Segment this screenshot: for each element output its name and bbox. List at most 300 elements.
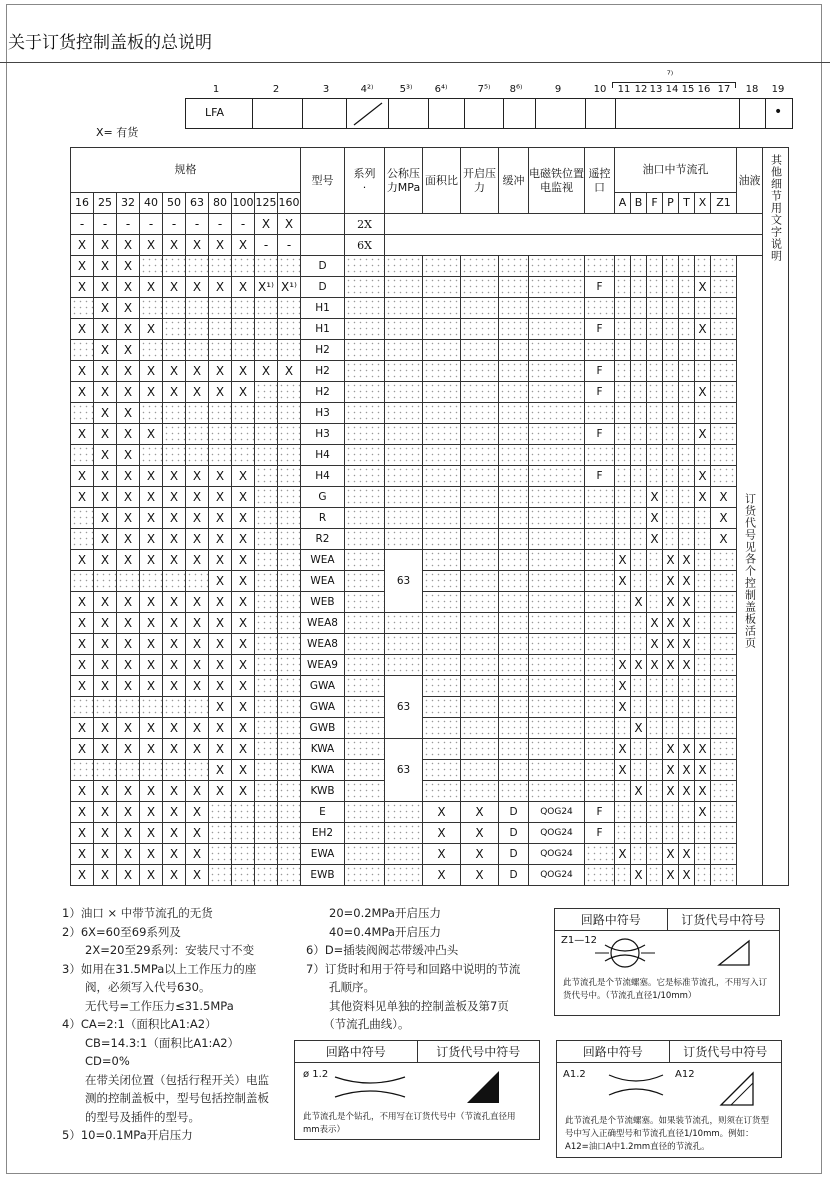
- area-ratio-cell: X: [423, 865, 461, 886]
- size-cell: [232, 298, 255, 319]
- size-cell: X: [117, 865, 140, 886]
- order-position-index: 7⁵⁾: [477, 84, 491, 95]
- cushion-cell: [499, 403, 529, 424]
- size-cell: X: [94, 781, 117, 802]
- cushion-cell: [499, 508, 529, 529]
- size-cell: X: [255, 214, 278, 235]
- throttle-cell: X: [679, 592, 695, 613]
- order-bracket: [612, 82, 736, 88]
- area-ratio-cell: X: [423, 802, 461, 823]
- size-cell: X: [232, 382, 255, 403]
- model-cell: WEA8: [301, 613, 345, 634]
- size-cell: [117, 697, 140, 718]
- size-cell: [255, 844, 278, 865]
- throttle-cell: X: [711, 508, 737, 529]
- throttle-cell: [647, 592, 663, 613]
- size-cell: X: [71, 613, 94, 634]
- throttle-cell: [679, 529, 695, 550]
- throttle-cell: X: [695, 277, 711, 298]
- throttle-cell: [679, 466, 695, 487]
- size-cell: X: [140, 550, 163, 571]
- pressure-cell: [385, 361, 423, 382]
- size-cell: X: [117, 256, 140, 277]
- size-cell: X: [117, 718, 140, 739]
- cushion-cell: [499, 655, 529, 676]
- throttle-cell: [695, 634, 711, 655]
- area-ratio-cell: [423, 739, 461, 760]
- throttle-cell: X: [663, 613, 679, 634]
- throttle-cell: [631, 319, 647, 340]
- solenoid-cell: [529, 781, 585, 802]
- throttle-cell: [631, 256, 647, 277]
- size-cell: X: [117, 844, 140, 865]
- size-cell: [232, 844, 255, 865]
- order-position-index: 18: [745, 84, 759, 95]
- throttle-cell: [679, 361, 695, 382]
- throttle-cell: X: [615, 550, 631, 571]
- throttle-cell: [679, 256, 695, 277]
- throttle-cell: X: [679, 781, 695, 802]
- table-row: [71, 802, 789, 823]
- note-line: 4）CA=2:1（面积比A1:A2）: [62, 1017, 217, 1031]
- size-cell: [255, 613, 278, 634]
- pressure-cell: [385, 466, 423, 487]
- throttle-cell: [711, 382, 737, 403]
- size-cell: [140, 571, 163, 592]
- solenoid-cell: [529, 382, 585, 403]
- pressure-cell: [385, 865, 423, 886]
- opening-cell: [461, 424, 499, 445]
- size-cell: X: [140, 655, 163, 676]
- size-cell: X: [117, 823, 140, 844]
- solenoid-cell: [529, 613, 585, 634]
- throttle-cell: [711, 550, 737, 571]
- throttle-cell: [695, 865, 711, 886]
- notes-middle: [306, 904, 520, 1034]
- throttle-cell: X: [631, 592, 647, 613]
- size-cell: [278, 550, 301, 571]
- size-cell: X: [232, 760, 255, 781]
- series-cell: [345, 256, 385, 277]
- size-cell: X: [209, 466, 232, 487]
- pressure-cell: [385, 445, 423, 466]
- size-cell: [278, 487, 301, 508]
- throttle-cell: X: [615, 844, 631, 865]
- size-cell: X: [71, 823, 94, 844]
- header-throttle-port: T: [679, 193, 695, 214]
- throttle-cell: [711, 739, 737, 760]
- table-row: [71, 508, 789, 529]
- size-cell: X: [140, 634, 163, 655]
- size-cell: [209, 319, 232, 340]
- pressure-cell: 63: [385, 739, 423, 802]
- model-cell: KWA: [301, 760, 345, 781]
- size-cell: X: [186, 613, 209, 634]
- size-cell: [278, 844, 301, 865]
- size-cell: X: [94, 718, 117, 739]
- throttle-cell: X: [647, 655, 663, 676]
- series-cell: [345, 529, 385, 550]
- throttle-cell: [631, 403, 647, 424]
- size-cell: [278, 592, 301, 613]
- solenoid-cell: [529, 466, 585, 487]
- pressure-cell: 63: [385, 550, 423, 613]
- table-row: [71, 256, 789, 277]
- opening-cell: [461, 697, 499, 718]
- size-cell: X: [163, 529, 186, 550]
- size-cell: X: [278, 361, 301, 382]
- cushion-cell: [499, 298, 529, 319]
- size-cell: [255, 823, 278, 844]
- size-cell: [255, 697, 278, 718]
- size-cell: X: [209, 361, 232, 382]
- size-cell: [255, 424, 278, 445]
- size-cell: X: [163, 550, 186, 571]
- note-line: 测的控制盖板中，型号包括控制盖板: [62, 1091, 269, 1105]
- throttle-cell: [615, 382, 631, 403]
- box-header-order: 订货代号中符号: [436, 1045, 521, 1059]
- size-cell: X: [163, 739, 186, 760]
- throttle-cell: [647, 571, 663, 592]
- size-cell: [186, 340, 209, 361]
- size-cell: X: [94, 319, 117, 340]
- remote-cell: [585, 592, 615, 613]
- cushion-cell: [499, 361, 529, 382]
- throttle-cell: [631, 760, 647, 781]
- throttle-cell: [631, 550, 647, 571]
- throttle-cell: [695, 844, 711, 865]
- size-cell: [209, 298, 232, 319]
- order-position-index: 11: [617, 84, 631, 95]
- throttle-cell: [631, 340, 647, 361]
- size-cell: X: [94, 550, 117, 571]
- size-cell: X: [232, 277, 255, 298]
- throttle-cell: [615, 403, 631, 424]
- throttle-cell: [631, 508, 647, 529]
- area-ratio-cell: X: [423, 844, 461, 865]
- throttle-cell: [615, 634, 631, 655]
- order-position-index: 12: [634, 84, 648, 95]
- size-cell: [140, 298, 163, 319]
- remote-cell: [585, 781, 615, 802]
- solenoid-cell: [529, 403, 585, 424]
- throttle-cell: [679, 823, 695, 844]
- triangle-outline-icon: [715, 937, 755, 969]
- size-cell: X: [232, 718, 255, 739]
- size-cell: X: [117, 319, 140, 340]
- header-size: 100: [232, 193, 255, 214]
- opening-cell: [461, 529, 499, 550]
- size-cell: X: [94, 865, 117, 886]
- throttle-cell: [711, 277, 737, 298]
- throttle-cell: [615, 865, 631, 886]
- throttle-cell: [631, 382, 647, 403]
- opening-cell: [461, 613, 499, 634]
- throttle-cell: [695, 718, 711, 739]
- size-cell: [163, 760, 186, 781]
- throttle-cell: X: [679, 655, 695, 676]
- pressure-cell: 63: [385, 676, 423, 739]
- cushion-cell: [499, 382, 529, 403]
- size-cell: [278, 676, 301, 697]
- order-code-box: [464, 98, 504, 129]
- throttle-cell: [663, 298, 679, 319]
- size-cell: [255, 319, 278, 340]
- header-series-label: 系列: [353, 166, 376, 180]
- throttle-cell: [631, 487, 647, 508]
- throttle-cell: [711, 592, 737, 613]
- area-ratio-cell: [423, 550, 461, 571]
- throttle-cell: [663, 340, 679, 361]
- size-cell: X: [163, 655, 186, 676]
- throttle-cell: X: [695, 382, 711, 403]
- series-cell: [345, 550, 385, 571]
- opening-cell: [461, 340, 499, 361]
- size-cell: [71, 403, 94, 424]
- size-cell: [71, 508, 94, 529]
- series-cell: [345, 319, 385, 340]
- size-cell: X: [71, 655, 94, 676]
- size-cell: [209, 403, 232, 424]
- box2-text: 此节流孔是个钻孔，不用写在订货代号中（节流孔直径用mm表示）: [303, 1112, 516, 1135]
- pressure-cell: [385, 319, 423, 340]
- order-position-index: 17: [717, 84, 731, 95]
- cushion-cell: [499, 487, 529, 508]
- throttle-cell: [647, 865, 663, 886]
- model-cell: EH2: [301, 823, 345, 844]
- series-cell: [345, 424, 385, 445]
- throttle-cell: X: [679, 760, 695, 781]
- throttle-cell: [647, 466, 663, 487]
- size-cell: X: [117, 634, 140, 655]
- size-cell: X: [71, 592, 94, 613]
- opening-cell: [461, 487, 499, 508]
- size-cell: [255, 802, 278, 823]
- size-cell: X: [163, 676, 186, 697]
- size-cell: [255, 382, 278, 403]
- size-cell: [209, 340, 232, 361]
- table-row: [71, 655, 789, 676]
- throttle-cell: [695, 550, 711, 571]
- throttle-cell: X: [711, 529, 737, 550]
- size-cell: [255, 508, 278, 529]
- throttle-cell: [679, 487, 695, 508]
- order-code-box: [302, 98, 347, 129]
- size-cell: -: [140, 214, 163, 235]
- throttle-cell: [631, 844, 647, 865]
- size-cell: X: [140, 277, 163, 298]
- size-cell: X: [117, 613, 140, 634]
- throttle-cell: [679, 298, 695, 319]
- throttle-cell: [663, 445, 679, 466]
- size-cell: X: [186, 865, 209, 886]
- size-cell: X: [117, 445, 140, 466]
- size-cell: X: [186, 592, 209, 613]
- throttle-cell: X: [695, 466, 711, 487]
- size-cell: [278, 697, 301, 718]
- throttle-cell: [711, 676, 737, 697]
- specification-table: [70, 147, 789, 886]
- solenoid-cell: [529, 571, 585, 592]
- remote-cell: [585, 340, 615, 361]
- throttle-cell: [647, 739, 663, 760]
- size-cell: X: [71, 382, 94, 403]
- throttle-cell: [631, 445, 647, 466]
- size-cell: [209, 424, 232, 445]
- size-cell: X: [140, 739, 163, 760]
- size-cell: X: [117, 592, 140, 613]
- cushion-cell: [499, 760, 529, 781]
- size-cell: [232, 403, 255, 424]
- throttle-cell: X: [679, 739, 695, 760]
- size-cell: X: [71, 361, 94, 382]
- size-cell: [94, 760, 117, 781]
- series-cell: [345, 445, 385, 466]
- size-cell: X: [71, 739, 94, 760]
- symbol-box-z1: [554, 908, 780, 1016]
- size-cell: [255, 466, 278, 487]
- size-cell: [163, 340, 186, 361]
- series-cell: [345, 466, 385, 487]
- size-cell: X: [163, 613, 186, 634]
- model-cell: H1: [301, 298, 345, 319]
- series-cell: [345, 361, 385, 382]
- size-cell: X: [117, 277, 140, 298]
- throttle-cell: [663, 676, 679, 697]
- size-cell: X: [94, 676, 117, 697]
- size-cell: [232, 340, 255, 361]
- size-cell: X: [117, 403, 140, 424]
- size-cell: [163, 697, 186, 718]
- cushion-cell: [499, 718, 529, 739]
- throttle-cell: [615, 445, 631, 466]
- size-cell: X: [140, 823, 163, 844]
- cushion-cell: [499, 277, 529, 298]
- size-cell: [163, 424, 186, 445]
- size-cell: [163, 445, 186, 466]
- model-cell: WEA: [301, 571, 345, 592]
- size-cell: X: [71, 319, 94, 340]
- header-size: 25: [94, 193, 117, 214]
- note-line: 阀，必须写入代号630。: [62, 980, 211, 994]
- size-cell: X: [140, 319, 163, 340]
- series-cell: [345, 802, 385, 823]
- size-cell: [278, 571, 301, 592]
- throttle-cell: [679, 718, 695, 739]
- throttle-cell: [615, 613, 631, 634]
- throttle-cell: [631, 697, 647, 718]
- size-cell: X: [71, 718, 94, 739]
- throttle-cell: [695, 256, 711, 277]
- pressure-cell: [385, 802, 423, 823]
- series-cell: [345, 865, 385, 886]
- size-cell: X: [209, 655, 232, 676]
- size-cell: X: [94, 655, 117, 676]
- size-cell: [209, 445, 232, 466]
- size-cell: X: [94, 487, 117, 508]
- size-cell: X: [94, 844, 117, 865]
- throttle-cell: X: [695, 739, 711, 760]
- cushion-cell: [499, 571, 529, 592]
- series-cell: [345, 781, 385, 802]
- size-cell: X: [232, 529, 255, 550]
- box-header-circuit: 回路中符号: [555, 909, 668, 930]
- size-cell: [255, 718, 278, 739]
- area-ratio-cell: [423, 613, 461, 634]
- model-cell: D: [301, 277, 345, 298]
- throttle-cell: [711, 655, 737, 676]
- area-ratio-cell: [423, 760, 461, 781]
- remote-cell: [585, 844, 615, 865]
- opening-cell: [461, 277, 499, 298]
- remote-cell: F: [585, 424, 615, 445]
- header-size: 63: [186, 193, 209, 214]
- size-cell: X: [94, 298, 117, 319]
- solenoid-cell: QOG24: [529, 823, 585, 844]
- size-cell: X: [209, 781, 232, 802]
- throttle-cell: [663, 277, 679, 298]
- table-row: [71, 529, 789, 550]
- size-cell: [186, 319, 209, 340]
- cushion-cell: [499, 424, 529, 445]
- size-cell: [232, 424, 255, 445]
- solenoid-cell: [529, 319, 585, 340]
- throttle-cell: [647, 445, 663, 466]
- throttle-cell: X: [695, 424, 711, 445]
- series-cell: [345, 508, 385, 529]
- blank-cell: [385, 214, 789, 235]
- table-row: [71, 403, 789, 424]
- order-position-index: 6⁴⁾: [434, 84, 448, 95]
- size-cell: X: [232, 781, 255, 802]
- remote-cell: F: [585, 361, 615, 382]
- size-cell: X: [140, 235, 163, 256]
- remote-cell: [585, 529, 615, 550]
- throttle-cell: [679, 403, 695, 424]
- throttle-cell: [615, 466, 631, 487]
- size-cell: X: [117, 550, 140, 571]
- header-throttle-port: F: [647, 193, 663, 214]
- size-cell: X: [232, 592, 255, 613]
- throttle-cell: X: [631, 718, 647, 739]
- throttle-cell: [695, 529, 711, 550]
- throttle-cell: X: [663, 739, 679, 760]
- throttle-cell: X: [663, 865, 679, 886]
- size-cell: X: [186, 466, 209, 487]
- header-other: [763, 148, 789, 886]
- throttle-cell: [679, 382, 695, 403]
- area-ratio-cell: [423, 466, 461, 487]
- size-cell: X: [163, 634, 186, 655]
- throttle-cell: X: [711, 487, 737, 508]
- throttle-cell: [615, 298, 631, 319]
- note-line: 在带关闭位置（包括行程开关）电监: [62, 1072, 269, 1087]
- size-cell: -: [71, 214, 94, 235]
- throttle-cell: [711, 403, 737, 424]
- throttle-cell: [711, 445, 737, 466]
- throttle-cell: [647, 298, 663, 319]
- remote-cell: [585, 256, 615, 277]
- note-line: 其他资料见单独的控制盖板及第7页: [306, 998, 509, 1013]
- size-cell: X: [232, 739, 255, 760]
- area-ratio-cell: [423, 277, 461, 298]
- size-cell: [140, 256, 163, 277]
- order-code-box: [503, 98, 536, 129]
- remote-cell: [585, 697, 615, 718]
- box1-symbol-label: Z1—12: [561, 935, 597, 946]
- size-cell: X: [71, 634, 94, 655]
- size-cell: X: [94, 256, 117, 277]
